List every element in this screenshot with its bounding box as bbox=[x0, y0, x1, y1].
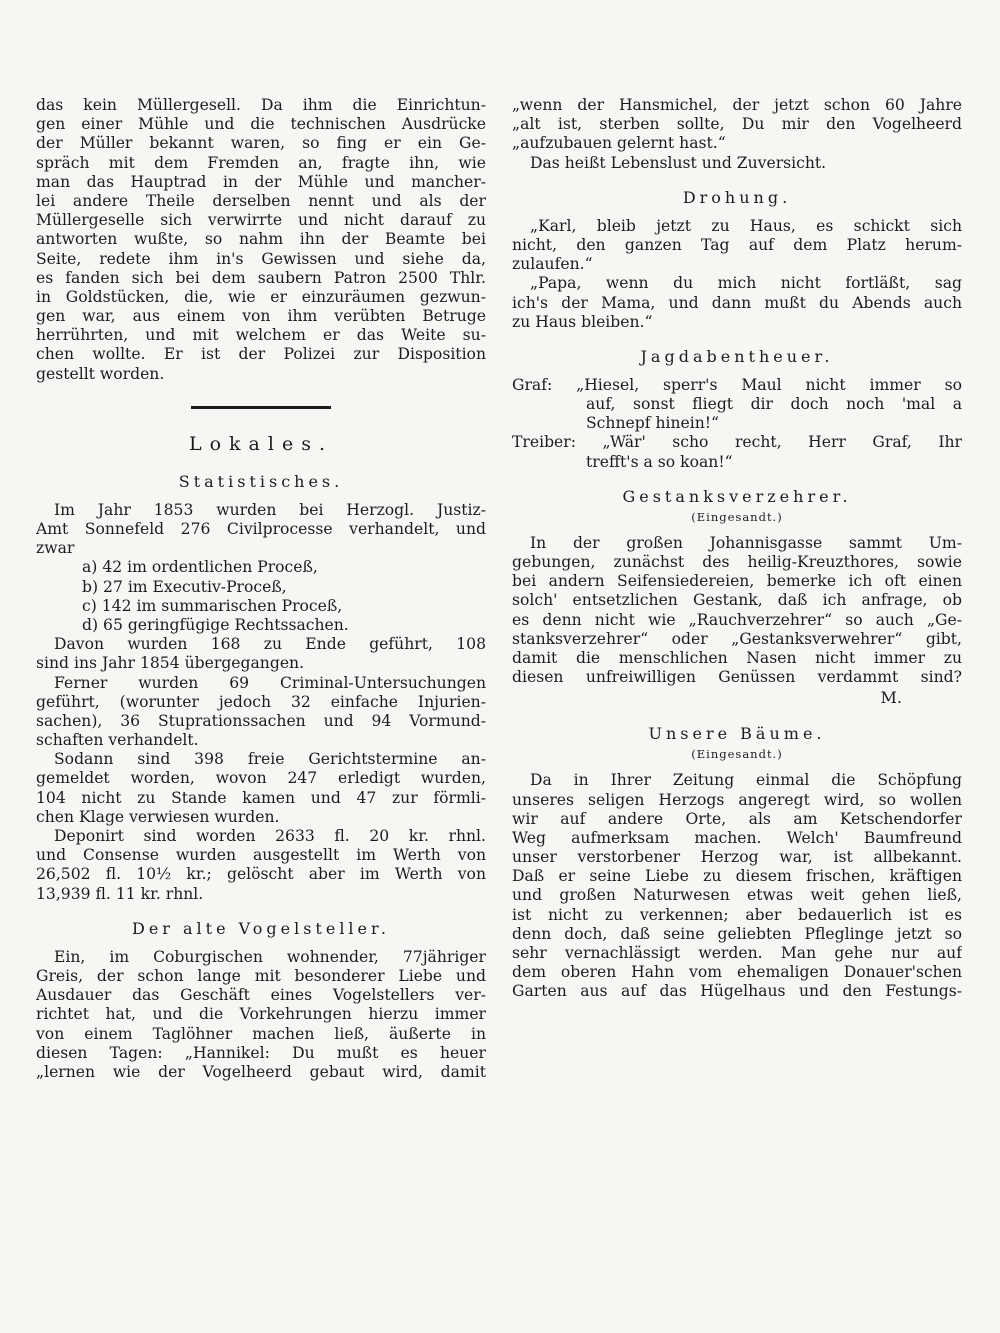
text-line: 104 nicht zu Stande kamen und 47 zur förmli- bbox=[36, 788, 486, 807]
text-line: 26,502 fl. 10½ kr.; gelöscht aber im Werth von bbox=[36, 865, 486, 884]
article-title-gestanksverzehrer: Gestanksverzehrer. bbox=[622, 486, 852, 506]
text-line: Davon wurden 168 zu Ende geführt, 108 bbox=[54, 635, 486, 654]
subsection-title-statistisches: Statistisches. bbox=[178, 471, 344, 491]
text-line: wir auf andere Orte, als am Ketschendorfer bbox=[512, 809, 962, 828]
text-line: dem oberen Hahn vom ehemaligen Donauer'schen bbox=[512, 963, 962, 982]
statistics-paragraph bbox=[36, 501, 486, 559]
text-line: der Müller bekannt waren, so fing er ein Ge- bbox=[36, 134, 486, 153]
text-line: In der großen Johannisgasse sammt Um- bbox=[530, 533, 962, 552]
text-line: „Papa, wenn du mich nicht fortläßt, sag bbox=[530, 274, 962, 293]
text-line: Deponirt sind worden 2633 fl. 20 kr. rhnl. bbox=[54, 827, 486, 845]
text-line: damit die menschlichen Nasen nicht immer zu bbox=[512, 648, 962, 667]
text-line: lei andere Theile derselben nennt und als der bbox=[36, 191, 486, 210]
text-line: Seite, redete ihm in's Gewissen und siehe da, bbox=[36, 249, 486, 268]
text-line: Müllergeselle sich verwirrte und nicht darauf zu bbox=[36, 211, 486, 230]
text-line: 13,939 fl. 11 kr. rhnl. bbox=[36, 884, 204, 903]
text-line: unser verstorbener Herzog war, ist allbekannt. bbox=[512, 848, 962, 867]
text-line: „lernen wie der Vogelheerd gebaut wird, damit bbox=[36, 1062, 486, 1081]
text-line: bei andern Seifensiedereien, bemerke ich oft einen bbox=[512, 572, 962, 591]
statistics-list bbox=[36, 558, 486, 635]
list-item: c) 142 im summarischen Proceß, bbox=[82, 596, 343, 615]
text-line: richtet hat, und die Vorkehrungen hierzu immer bbox=[36, 1005, 486, 1024]
text-line: in Goldstücken, die, wie er einzuräumen gezwun- bbox=[36, 287, 486, 306]
submitted-note: (Eingesandt.) bbox=[691, 509, 783, 524]
text-line: sind ins Jahr 1854 übergegangen. bbox=[36, 654, 305, 673]
text-line: Daß er seine Liebe zu diesem frischen, kräftigen bbox=[512, 867, 962, 886]
text-line: herrührten, und mit welchem er das Weite su- bbox=[36, 326, 486, 345]
text-line: Im Jahr 1853 wurden bei Herzogl. Justiz- bbox=[54, 500, 486, 519]
text-line: chen Klage verwiesen wurden. bbox=[36, 807, 280, 826]
section-title-lokales: Lokales. bbox=[188, 432, 333, 455]
text-line: das kein Müllergesell. Da ihm die Einrichtun- bbox=[36, 96, 486, 114]
text-line: chen wollte. Er ist der Polizei zur Disposition bbox=[36, 345, 486, 364]
text-line: spräch mit dem Fremden an, fragte ihn, wie bbox=[36, 153, 486, 172]
text-line: „aufzubauen gelernt hast.“ bbox=[512, 134, 726, 153]
text-line: Greis, der schon lange mit besonderer Liebe und bbox=[36, 966, 486, 985]
author-signature: M. bbox=[880, 688, 902, 708]
article-continuation bbox=[36, 96, 486, 384]
vogelsteller-paragraph bbox=[36, 948, 486, 1082]
text-line: Schnepf hinein!“ bbox=[586, 414, 720, 433]
jagd-dialogue bbox=[512, 376, 962, 472]
list-item: b) 27 im Executiv-Proceß, bbox=[82, 577, 287, 596]
article-title-vogelsteller: Der alte Vogelsteller. bbox=[131, 918, 390, 938]
text-line: Garten aus auf das Hügelhaus und den Festungs- bbox=[512, 982, 962, 1001]
text-line: zwar bbox=[36, 539, 75, 558]
text-line: „wenn der Hansmichel, der jetzt schon 60 Jahre bbox=[512, 96, 962, 114]
text-line: Graf: „Hiesel, sperr's Maul nicht immer so bbox=[512, 375, 962, 394]
text-line: Treiber: „Wär' scho recht, Herr Graf, Ihr bbox=[512, 433, 962, 452]
text-line: gen war, aus einem von ihm verübten Betruge bbox=[36, 307, 486, 326]
text-line: Das heißt Lebenslust und Zuversicht. bbox=[530, 153, 827, 172]
text-line: auf, sonst fliegt dir doch noch 'mal a bbox=[586, 395, 962, 414]
statistics-details bbox=[36, 635, 486, 904]
article-title-drohung: Drohung. bbox=[682, 187, 792, 207]
text-line: schaften verhandelt. bbox=[36, 731, 199, 750]
text-line: diesen Tagen: „Hannikel: Du mußt es heuer bbox=[36, 1043, 486, 1062]
text-line: stanksverzehrer“ oder „Gestanksverwehrer“ gibt, bbox=[512, 629, 962, 648]
text-line: zu Haus bleiben.“ bbox=[512, 312, 653, 331]
text-line: gestellt worden. bbox=[36, 364, 165, 383]
text-line: Da in Ihrer Zeitung einmal die Schöpfung bbox=[530, 771, 962, 790]
text-line: von einem Taglöhner machen ließ, äußerte in bbox=[36, 1024, 486, 1043]
text-line: Weg aufmerksam machen. Welch' Baumfreund bbox=[512, 828, 962, 847]
article-title-unsere-baeume: Unsere Bäume. bbox=[648, 724, 826, 744]
drohung-paragraph bbox=[512, 217, 962, 332]
baeume-paragraph bbox=[512, 771, 962, 1001]
text-line: und Consense wurden ausgestellt im Werth von bbox=[36, 846, 486, 865]
text-line: und großen Naturwesen etwas weit gehen ließ, bbox=[512, 886, 962, 905]
text-line: denn doch, daß seine geliebten Pfleglinge jetzt so bbox=[512, 924, 962, 943]
text-line: zulaufen.“ bbox=[512, 255, 593, 274]
text-line: geführt, (worunter jedoch 32 einfache Injurien- bbox=[36, 692, 486, 711]
text-line: Ausdauer das Geschäft eines Vogelstellers ver- bbox=[36, 986, 486, 1005]
article-title-jagdabentheuer: Jagdabentheuer. bbox=[640, 346, 834, 366]
text-line: gen einer Mühle und die technischen Ausdrücke bbox=[36, 115, 486, 134]
text-line: antworten wußte, so nahm ihn der Beamte bei bbox=[36, 230, 486, 249]
text-line: es denn nicht wie „Rauchverzehrer“ so auch „Ge- bbox=[512, 610, 962, 629]
text-line: sachen), 36 Stuprationssachen und 94 Vormund- bbox=[36, 711, 486, 730]
list-item: a) 42 im ordentlichen Proceß, bbox=[82, 558, 318, 577]
text-line: sehr vernachlässigt werden. Man gehe nur auf bbox=[512, 944, 962, 962]
text-line: nicht, den ganzen Tag auf dem Platz herum- bbox=[512, 235, 962, 254]
gestank-paragraph bbox=[512, 534, 962, 688]
text-line: gemeldet worden, wovon 247 erledigt wurden, bbox=[36, 769, 486, 788]
text-line: Sodann sind 398 freie Gerichtstermine an- bbox=[54, 750, 486, 769]
text-line: „alt ist, sterben sollte, Du mir den Vogelheerd bbox=[512, 115, 962, 134]
text-line: Ein, im Coburgischen wohnender, 77jähriger bbox=[54, 947, 486, 966]
list-item: d) 65 geringfügige Rechtssachen. bbox=[82, 615, 349, 634]
text-line: ich's der Mama, und dann mußt du Abends auch bbox=[512, 293, 962, 312]
text-line: diesen unfreiwilligen Genüssen verdammt sind? bbox=[512, 668, 962, 687]
text-line: ist nicht zu verkennen; aber bedauerlich ist es bbox=[512, 905, 962, 924]
submitted-note: (Eingesandt.) bbox=[691, 747, 783, 762]
left-column bbox=[36, 96, 486, 1082]
vogelsteller-continuation bbox=[512, 96, 962, 173]
right-column bbox=[512, 96, 962, 1002]
text-line: solch' entsetzlichen Gestank, daß ich anfrage, ob bbox=[512, 591, 962, 610]
text-line: unseres seligen Herzogs angeregt wird, so wollen bbox=[512, 790, 962, 809]
text-line: Amt Sonnefeld 276 Civilprocesse verhandelt, und bbox=[36, 520, 486, 538]
text-line: „Karl, bleib jetzt zu Haus, es schickt sich bbox=[530, 216, 962, 235]
text-line: gebungen, zunächst des heilig-Kreuzthores, sowie bbox=[512, 553, 962, 571]
text-line: es fanden sich bei dem saubern Patron 2500 Thlr. bbox=[36, 268, 486, 287]
text-line: man das Hauptrad in der Mühle und mancher- bbox=[36, 172, 486, 191]
text-line: Ferner wurden 69 Criminal-Untersuchungen bbox=[54, 673, 486, 692]
text-line: trefft's a so koan!“ bbox=[586, 452, 733, 471]
